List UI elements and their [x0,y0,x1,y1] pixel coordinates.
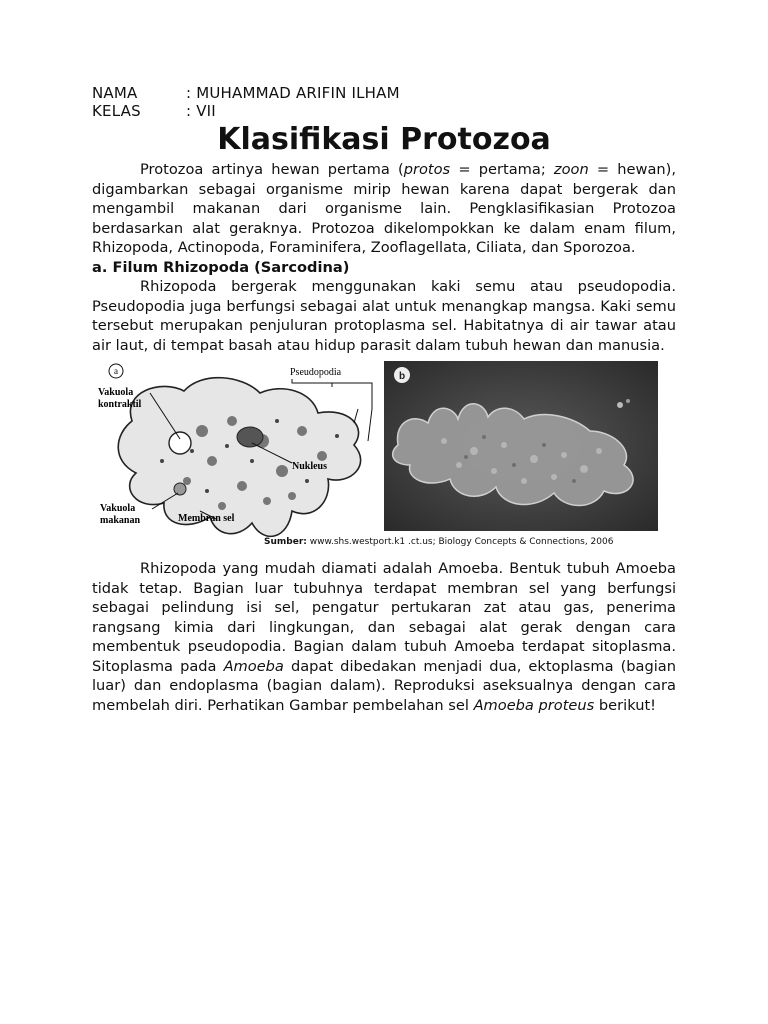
rhizopoda-paragraph: Rhizopoda bergerak menggunakan kaki semu atau pseudopodia. Pseudopodia juga berfungsi sebagai alat untuk menangkap mangsa. Kaki semu tersebut merupakan penjuluran protoplasma sel. Habitatnya di air tawar atau air laut, di tempat basah atau hidup parasit dalam tubuh hewan dan manusia. [92,278,676,354]
class-label: KELAS [92,102,141,120]
pseudopodia-label: Pseudopodia [290,367,342,378]
name-value: : MUHAMMAD ARIFIN ILHAM [186,84,400,102]
class-row [92,102,676,120]
name-label: NAMA [92,84,138,102]
document-page [92,84,676,715]
figure-source-caption: Sumber: www.shs.westport.k1 .ct.us; Biology Concepts & Connections, 2006 [264,537,614,547]
amoeba-photo [384,361,658,531]
amoeba-figure [92,361,676,559]
class-value: : VII [186,102,216,120]
contractile-vacuole-label-2: kontraktil [98,399,142,410]
contractile-vacuole-label-1: Vakuola [98,387,134,398]
nucleus-label: Nukleus [292,461,328,472]
name-row [92,84,676,102]
section-heading-rhizopoda: a. Filum Rhizopoda (Sarcodina) [92,258,350,276]
figure-label-a: a [114,366,118,376]
intro-paragraph: Protozoa artinya hewan pertama (protos = pertama; zoon = hewan), digambarkan sebagai organisme mirip hewan karena dapat bergerak dan mengambil makanan dari organisme lain. Pengklasifikasian Protozoa berdasarkan alat geraknya. Protozoa dikelompokkan ke dalam enam filum, Rhizopoda, Actinopoda, Foraminifera, Zooflagellata, Ciliata, dan Sporozoa. [92,161,676,256]
figure-label-b: b [398,371,406,382]
cell-membrane-label: Membran sel [178,513,235,524]
amoeba-paragraph: Rhizopoda yang mudah diamati adalah Amoeba. Bentuk tubuh Amoeba tidak tetap. Bagian luar tubuhnya terdapat membran sel yang berfungsi sebagai pelindung isi sel, pengatur pertukaran zat atau gas, penerima rangsang kimia dari lingkungan, dan sebagai alat gerak dengan cara membentuk pseudopodia. Bagian dalam tubuh Amoeba terdapat sitoplasma. Sitoplasma pada Amoeba dapat dibedakan menjadi dua, ektoplasma (bagian luar) dan endoplasma (bagian dalam). Reproduksi aseksualnya dengan cara membelah diri. Perhatikan Gambar pembelahan sel Amoeba proteus berikut! [92,560,676,714]
food-vacuole-label-1: Vakuola [100,503,136,514]
amoeba-diagram [92,361,384,559]
food-vacuole-label-2: makanan [100,515,141,526]
page-title: Klasifikasi Protozoa [217,122,551,157]
